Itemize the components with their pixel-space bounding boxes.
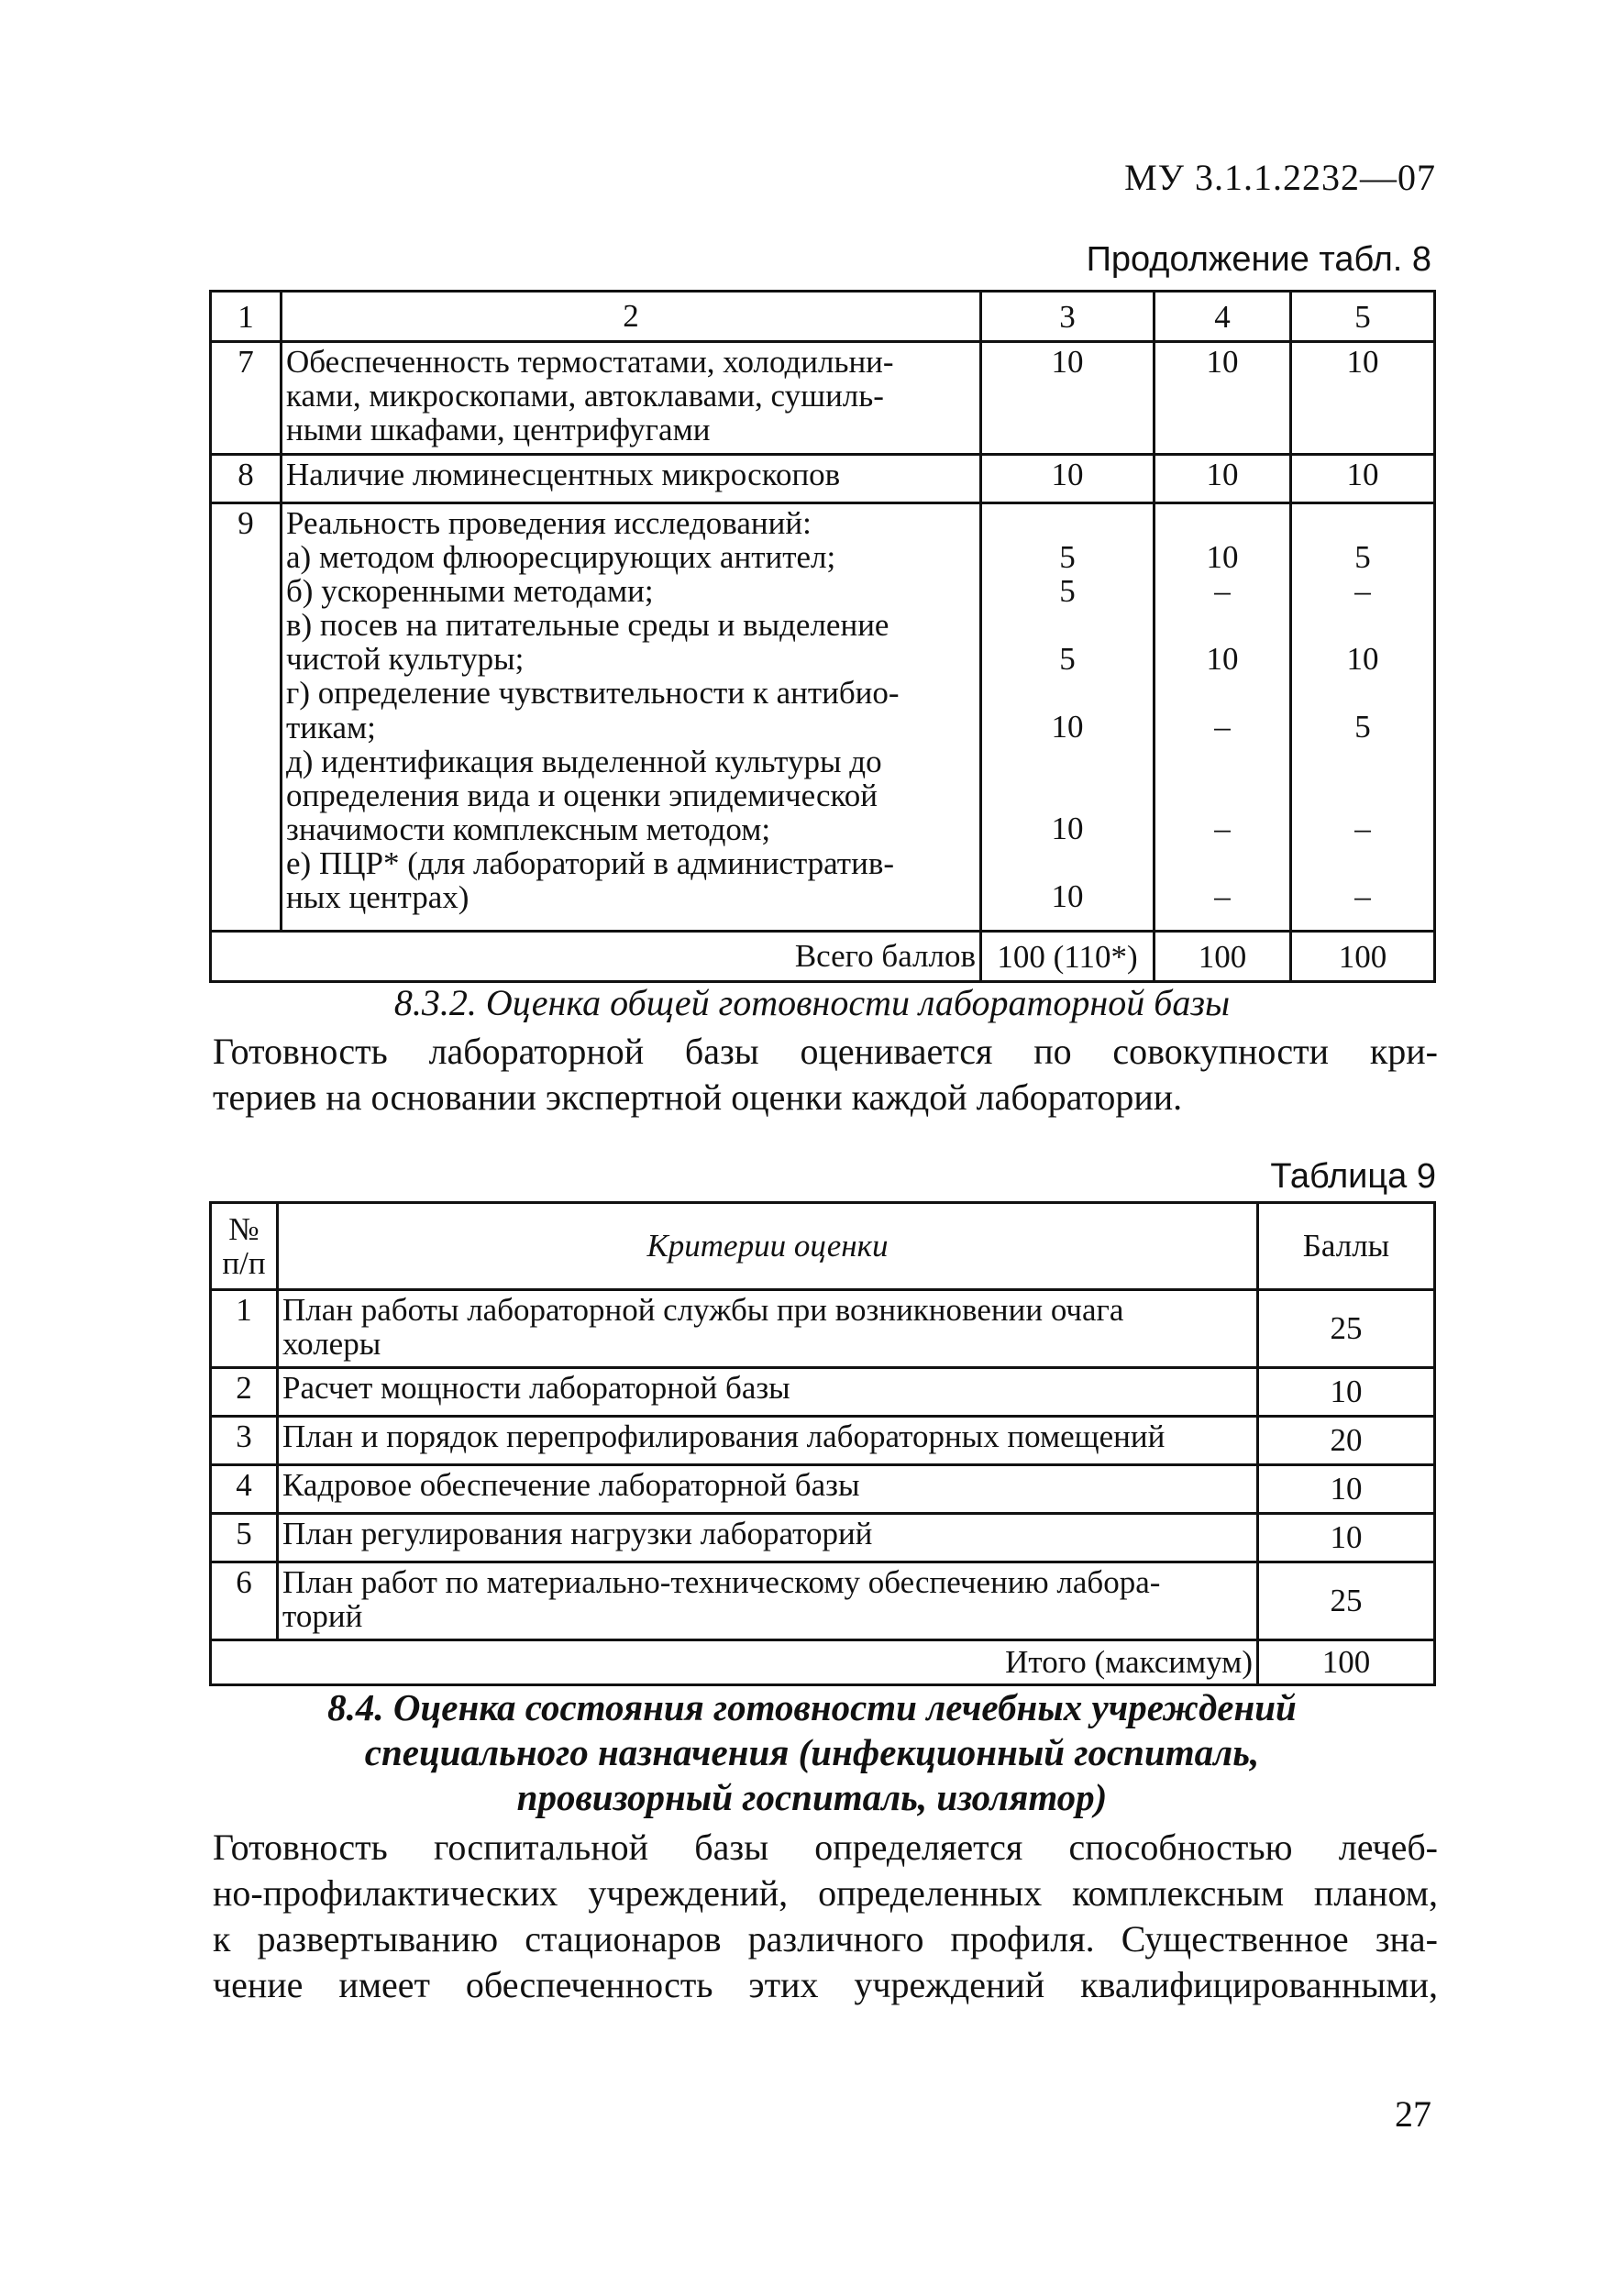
criterion-text [282, 503, 981, 932]
score-value: – [1214, 709, 1231, 745]
table9-total-row [211, 1640, 1435, 1685]
text-line: торий [282, 1598, 363, 1635]
section-832-heading: 8.3.2. Оценка общей готовности лабораторной базы [393, 982, 1231, 1023]
row-number: 2 [211, 1368, 278, 1417]
paragraph-line: чение имеет обеспеченность этих учреждений квалифицированными, [213, 1964, 1438, 2005]
text-line: определения вида и оценки эпидемической [286, 777, 878, 813]
score-value: 5 [1059, 641, 1076, 677]
text-line: ных центрах) [286, 879, 470, 916]
score-column-5 [1291, 503, 1435, 932]
score-column-3 [981, 503, 1154, 932]
paragraph-line: Готовность лабораторной базы оценивается по совокупности кри- [213, 1031, 1438, 1072]
table8-total-row [211, 932, 1435, 982]
score-value: – [1214, 878, 1231, 914]
table8-header-cell: 4 [1154, 292, 1291, 342]
score-value: 10 [1051, 811, 1084, 846]
text-line: План работ по материально-техническому обеспечению лабора- [282, 1564, 1161, 1600]
section-84-paragraph [213, 1825, 1438, 2008]
document-code: МУ 3.1.1.2232—07 [1124, 157, 1436, 198]
points-cell: 10 [1258, 1514, 1435, 1562]
row-number: 6 [211, 1562, 278, 1640]
row-number: 8 [211, 455, 282, 503]
points-cell: 10 [1258, 1465, 1435, 1514]
score-value: – [1214, 573, 1231, 609]
table9-header-row [211, 1203, 1435, 1290]
section-84-heading [0, 1685, 1624, 1820]
text-line: тикам; [286, 709, 376, 745]
table9 [209, 1201, 1436, 1686]
text-line: Реальность проведения исследований: [286, 505, 812, 541]
score-value: 10 [1051, 878, 1084, 914]
row-number: 7 [211, 342, 282, 455]
score-value: 10 [1346, 641, 1379, 677]
text-line: значимости комплексным методом; [286, 811, 771, 847]
score-value: – [1214, 811, 1231, 846]
paragraph-line: но-профилактических учреждений, определенных комплексным планом, [213, 1872, 1438, 1914]
score-cell: 10 [981, 455, 1154, 503]
text-line: д) идентификация выделенной культуры до [286, 743, 882, 779]
criterion-text [278, 1562, 1258, 1640]
header-line: п/п [222, 1245, 266, 1281]
row-number: 1 [211, 1290, 278, 1368]
row-number: 5 [211, 1514, 278, 1562]
table8-header-cell: 5 [1291, 292, 1435, 342]
text-line: б) ускоренными методами; [286, 573, 654, 610]
points-column-header: Баллы [1258, 1203, 1435, 1290]
table8-header-row [211, 292, 1435, 342]
heading-line: 8.4. Оценка состояния готовности лечебных учреждений [327, 1686, 1297, 1728]
points-cell: 20 [1258, 1417, 1435, 1465]
table-row [211, 1290, 1435, 1368]
table-row [211, 1465, 1435, 1514]
table-row [211, 1514, 1435, 1562]
total-value: 100 [1258, 1640, 1435, 1685]
score-cell: 10 [981, 342, 1154, 455]
score-column-4 [1154, 503, 1291, 932]
table-row [211, 1417, 1435, 1465]
total-label: Итого (максимум) [211, 1640, 1258, 1685]
table-row [211, 1562, 1435, 1640]
text-line: г) определение чувствительности к антибио- [286, 675, 900, 712]
points-cell: 25 [1258, 1562, 1435, 1640]
score-value: 5 [1059, 573, 1076, 609]
table8 [209, 290, 1436, 983]
heading-line: специального назначения (инфекционный госпиталь, [364, 1731, 1260, 1773]
text-line: План работы лабораторной службы при возникновении очага [282, 1292, 1124, 1328]
text-line: а) методом флюоресцирующих антител; [286, 539, 836, 576]
criterion-text: Расчет мощности лабораторной базы [278, 1368, 1258, 1417]
row-number: 4 [211, 1465, 278, 1514]
criterion-text: План регулирования нагрузки лабораторий [278, 1514, 1258, 1562]
total-value: 100 [1291, 932, 1435, 982]
score-value: 10 [1051, 709, 1084, 745]
heading-line: провизорный госпиталь, изолятор) [516, 1776, 1108, 1818]
text-line: холеры [282, 1326, 381, 1363]
score-cell: 10 [1291, 342, 1435, 455]
score-value: – [1354, 878, 1371, 914]
text-line: чистой культуры; [286, 641, 525, 678]
text-line: ками, микроскопами, автоклавами, сушиль- [286, 378, 884, 414]
score-value: – [1354, 811, 1371, 846]
text-line: е) ПЦР* (для лабораторий в административ- [286, 844, 895, 881]
score-value: – [1354, 573, 1371, 609]
score-value: 5 [1059, 539, 1076, 575]
score-value: 10 [1206, 641, 1239, 677]
table-row [211, 503, 1435, 932]
total-label: Всего баллов [211, 932, 981, 982]
score-cell: 10 [1154, 455, 1291, 503]
points-cell: 25 [1258, 1290, 1435, 1368]
criterion-text [278, 1290, 1258, 1368]
criterion-text: Кадровое обеспечение лабораторной базы [278, 1465, 1258, 1514]
table8-continuation-caption: Продолжение табл. 8 [1086, 240, 1431, 279]
table8-header-cell: 2 [282, 292, 981, 342]
score-value: 10 [1206, 539, 1239, 575]
number-column-header [211, 1203, 278, 1290]
score-cell: 10 [1291, 455, 1435, 503]
row-number: 3 [211, 1417, 278, 1465]
paragraph-line: к развертыванию стационаров различного профиля. Существенное зна- [213, 1918, 1438, 1959]
score-value: 5 [1354, 709, 1371, 745]
section-832-paragraph [213, 1029, 1438, 1120]
text-line: Обеспеченность термостатами, холодильни- [286, 344, 894, 380]
paragraph-line: териев на основании экспертной оценки каждой лаборатории. [213, 1076, 1183, 1118]
paragraph-line: Готовность госпитальной базы определяется способностью лечеб- [213, 1827, 1438, 1868]
table8-header-cell: 3 [981, 292, 1154, 342]
table-row [211, 1368, 1435, 1417]
page-number: 27 [1395, 2093, 1431, 2135]
score-value: 5 [1354, 539, 1371, 575]
criterion-text: Наличие люминесцентных микроскопов [282, 455, 981, 503]
table9-caption: Таблица 9 [1270, 1157, 1436, 1196]
table8-header-cell: 1 [211, 292, 282, 342]
row-number: 9 [211, 503, 282, 932]
points-cell: 10 [1258, 1368, 1435, 1417]
table-row [211, 342, 1435, 455]
criteria-column-header [278, 1203, 1258, 1290]
total-value: 100 [1154, 932, 1291, 982]
criteria-header-text: Критерии оценки [646, 1228, 889, 1264]
criterion-text [282, 342, 981, 455]
text-line: ными шкафами, центрифугами [286, 412, 711, 448]
total-value: 100 (110*) [981, 932, 1154, 982]
text-line: в) посев на питательные среды и выделение [286, 607, 889, 644]
table-row [211, 455, 1435, 503]
criterion-text: План и порядок перепрофилирования лабораторных помещений [278, 1417, 1258, 1465]
header-line: № [228, 1211, 260, 1248]
score-cell: 10 [1154, 342, 1291, 455]
